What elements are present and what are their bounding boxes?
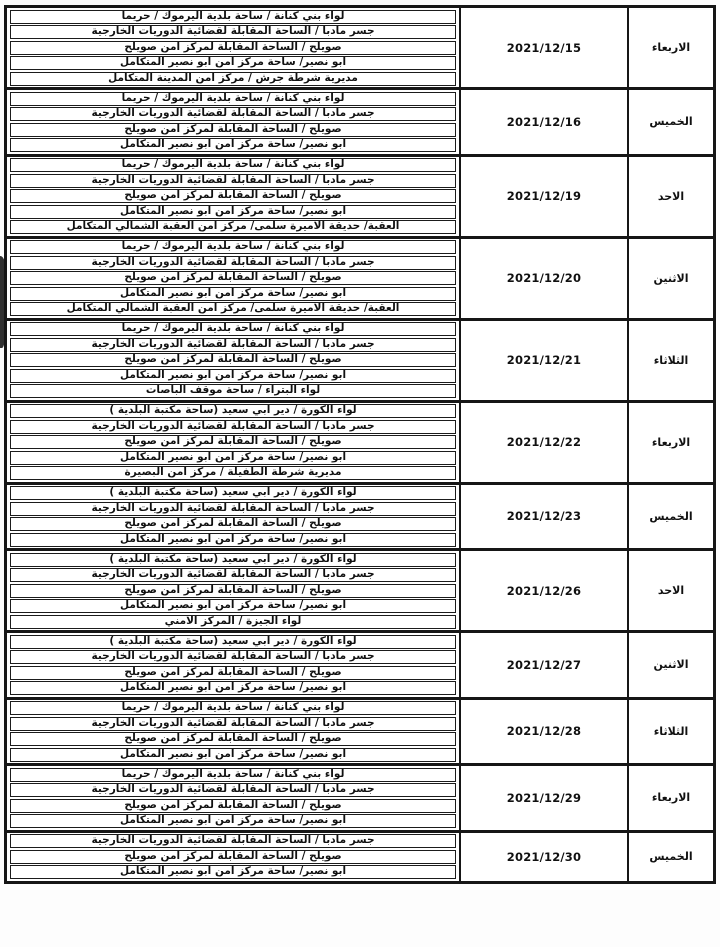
day-cell (629, 90, 713, 154)
location-item: لواء بني كنانة / ساحة بلدية اليرموك / حريما (10, 701, 456, 715)
location-item: لواء البتراء / ساحة موقف الباصات (10, 384, 456, 398)
location-item: جسر مادبا / الساحة المقابلة لقضائية الدوريات الخارجية (10, 834, 456, 848)
location-item: ابو نصير/ ساحة مركز امن ابو نصير المتكامل (10, 138, 456, 152)
location-item: ابو نصير/ ساحة مركز امن ابو نصير المتكامل (10, 748, 456, 762)
location-item: ابو نصير/ ساحة مركز امن ابو نصير المتكامل (10, 451, 456, 465)
locations-cell (7, 90, 459, 154)
locations-cell (7, 403, 459, 482)
location-item: صويلح / الساحة المقابلة لمركز امن صويلح (10, 517, 456, 531)
location-item: مديرية شرطة الطفيلة / مركز امن البصيرة (10, 466, 456, 480)
date-label: 2021/12/20 (506, 271, 582, 285)
location-item: صويلح / الساحة المقابلة لمركز امن صويلح (10, 189, 456, 203)
day-label: الثلاثاء (653, 353, 689, 367)
location-item: لواء بني كنانة / ساحة بلدية اليرموك / حريما (10, 240, 456, 254)
day-cell (629, 551, 713, 630)
day-label: الخميس (649, 115, 693, 129)
schedule-block-row (7, 239, 713, 321)
location-item: جسر مادبا / الساحة المقابلة لقضائية الدوريات الخارجية (10, 783, 456, 797)
date-label: 2021/12/22 (506, 435, 582, 449)
location-item: لواء الكورة / دير ابي سعيد (ساحة مكتبة البلدية ) (10, 635, 456, 649)
day-cell (629, 766, 713, 830)
location-item: العقبة/ حديقة الاميرة سلمى/ مركز امن العقبة الشمالي المتكامل (10, 302, 456, 316)
location-item: جسر مادبا / الساحة المقابلة لقضائية الدوريات الخارجية (10, 420, 456, 434)
location-item: صويلح / الساحة المقابلة لمركز امن صويلح (10, 799, 456, 813)
locations-cell (7, 157, 459, 236)
location-item: صويلح / الساحة المقابلة لمركز امن صويلح (10, 435, 456, 449)
location-item: لواء بني كنانة / ساحة بلدية اليرموك / حريما (10, 768, 456, 782)
day-label: الخميس (649, 850, 693, 863)
date-label: 2021/12/21 (506, 353, 582, 367)
day-cell (629, 8, 713, 87)
day-label: الاحد (657, 189, 685, 203)
day-label: الاثنين (653, 658, 689, 672)
location-item: ابو نصير/ ساحة مركز امن ابو نصير المتكامل (10, 865, 456, 879)
locations-cell (7, 485, 459, 549)
day-cell (629, 321, 713, 400)
location-item: صويلح / الساحة المقابلة لمركز امن صويلح (10, 271, 456, 285)
day-label: الاربعاء (651, 435, 691, 449)
date-cell (459, 633, 629, 697)
schedule-block-row (7, 90, 713, 157)
day-label: الاربعاء (651, 41, 691, 54)
locations-cell (7, 239, 459, 318)
location-item: ابو نصير/ ساحة مركز امن ابو نصير المتكامل (10, 814, 456, 828)
location-item: لواء بني كنانة / ساحة بلدية اليرموك / حريما (10, 322, 456, 336)
day-label: الاربعاء (651, 791, 691, 805)
locations-cell (7, 633, 459, 697)
location-item: ابو نصير/ ساحة مركز امن ابو نصير المتكامل (10, 205, 456, 219)
date-cell (459, 551, 629, 630)
locations-cell (7, 8, 459, 87)
location-item: العقبة/ حديقة الاميرة سلمى/ مركز امن العقبة الشمالي المتكامل (10, 220, 456, 234)
date-label: 2021/12/26 (506, 583, 582, 598)
location-item: صويلح / الساحة المقابلة لمركز امن صويلح (10, 666, 456, 680)
location-item: لواء بني كنانة / ساحة بلدية اليرموك / حريما (10, 158, 456, 172)
date-label: 2021/12/16 (506, 114, 582, 129)
location-item: لواء بني كنانة / ساحة بلدية اليرموك / حريما (10, 92, 456, 106)
day-cell (629, 700, 713, 764)
location-item: ابو نصير/ ساحة مركز امن ابو نصير المتكامل (10, 681, 456, 695)
schedule-block-row (7, 833, 713, 881)
locations-cell (7, 833, 459, 881)
location-item: لواء الكورة / دير ابي سعيد (ساحة مكتبة البلدية ) (10, 486, 456, 500)
schedule-block-row (7, 485, 713, 552)
date-cell (459, 157, 629, 236)
location-item: لواء الكورة / دير ابي سعيد (ساحة مكتبة البلدية ) (10, 404, 456, 418)
location-item: ابو نصير/ ساحة مركز امن ابو نصير المتكامل (10, 369, 456, 383)
date-label: 2021/12/30 (506, 849, 582, 864)
schedule-block-row (7, 633, 713, 700)
day-cell (629, 633, 713, 697)
location-item: ابو نصير/ ساحة مركز امن ابو نصير المتكامل (10, 599, 456, 613)
location-item: صويلح / الساحة المقابلة لمركز امن صويلح (10, 41, 456, 55)
location-item: لواء الكورة / دير ابي سعيد (ساحة مكتبة البلدية ) (10, 553, 456, 567)
location-item: صويلح / الساحة المقابلة لمركز امن صويلح (10, 584, 456, 598)
day-cell (629, 833, 713, 881)
location-item: جسر مادبا / الساحة المقابلة لقضائية الدوريات الخارجية (10, 502, 456, 516)
location-item: جسر مادبا / الساحة المقابلة لقضائية الدوريات الخارجية (10, 717, 456, 731)
location-item: ابو نصير/ ساحة مركز امن ابو نصير المتكامل (10, 56, 456, 70)
locations-cell (7, 700, 459, 764)
schedule-block-row (7, 8, 713, 90)
location-item: جسر مادبا / الساحة المقابلة لقضائية الدوريات الخارجية (10, 650, 456, 664)
date-cell (459, 8, 629, 87)
date-cell (459, 700, 629, 764)
date-cell (459, 766, 629, 830)
date-label: 2021/12/19 (506, 189, 582, 203)
location-item: جسر مادبا / الساحة المقابلة لقضائية الدوريات الخارجية (10, 256, 456, 270)
location-item: صويلح / الساحة المقابلة لمركز امن صويلح (10, 850, 456, 864)
location-item: جسر مادبا / الساحة المقابلة لقضائية الدوريات الخارجية (10, 107, 456, 121)
schedule-block-row (7, 700, 713, 767)
locations-cell (7, 551, 459, 630)
day-label: الاثنين (653, 271, 689, 285)
location-item: مديرية شرطة جرش / مركز امن المدينة المتكامل (10, 72, 456, 86)
date-cell (459, 321, 629, 400)
date-cell (459, 485, 629, 549)
day-cell (629, 239, 713, 318)
date-label: 2021/12/27 (506, 657, 582, 672)
day-label: الثلاثاء (653, 724, 689, 738)
date-label: 2021/12/29 (506, 790, 582, 805)
schedule-block-row (7, 321, 713, 403)
location-item: ابو نصير/ ساحة مركز امن ابو نصير المتكامل (10, 287, 456, 301)
location-item: صويلح / الساحة المقابلة لمركز امن صويلح (10, 353, 456, 367)
date-cell (459, 239, 629, 318)
location-item: لواء الجيزة / المركز الامني (10, 615, 456, 629)
date-cell (459, 403, 629, 482)
location-item: جسر مادبا / الساحة المقابلة لقضائية الدوريات الخارجية (10, 25, 456, 39)
schedule-block-row (7, 551, 713, 633)
day-label: الخميس (649, 509, 693, 523)
schedule-block-row (7, 766, 713, 833)
location-item: جسر مادبا / الساحة المقابلة لقضائية الدوريات الخارجية (10, 338, 456, 352)
location-item: جسر مادبا / الساحة المقابلة لقضائية الدوريات الخارجية (10, 174, 456, 188)
date-label: 2021/12/28 (506, 724, 582, 739)
location-item: لواء بني كنانة / ساحة بلدية اليرموك / حريما (10, 10, 456, 24)
date-label: 2021/12/15 (506, 40, 582, 55)
locations-cell (7, 321, 459, 400)
location-item: صويلح / الساحة المقابلة لمركز امن صويلح (10, 732, 456, 746)
day-label: الاحد (657, 584, 685, 597)
date-cell (459, 90, 629, 154)
schedule-block-row (7, 157, 713, 239)
schedule-table (4, 5, 716, 884)
date-label: 2021/12/23 (506, 509, 582, 524)
date-cell (459, 833, 629, 881)
location-item: ابو نصير/ ساحة مركز امن ابو نصير المتكامل (10, 533, 456, 547)
location-item: جسر مادبا / الساحة المقابلة لقضائية الدوريات الخارجية (10, 568, 456, 582)
location-item: صويلح / الساحة المقابلة لمركز امن صويلح (10, 123, 456, 137)
day-cell (629, 403, 713, 482)
locations-cell (7, 766, 459, 830)
day-cell (629, 485, 713, 549)
schedule-block-row (7, 403, 713, 485)
day-cell (629, 157, 713, 236)
